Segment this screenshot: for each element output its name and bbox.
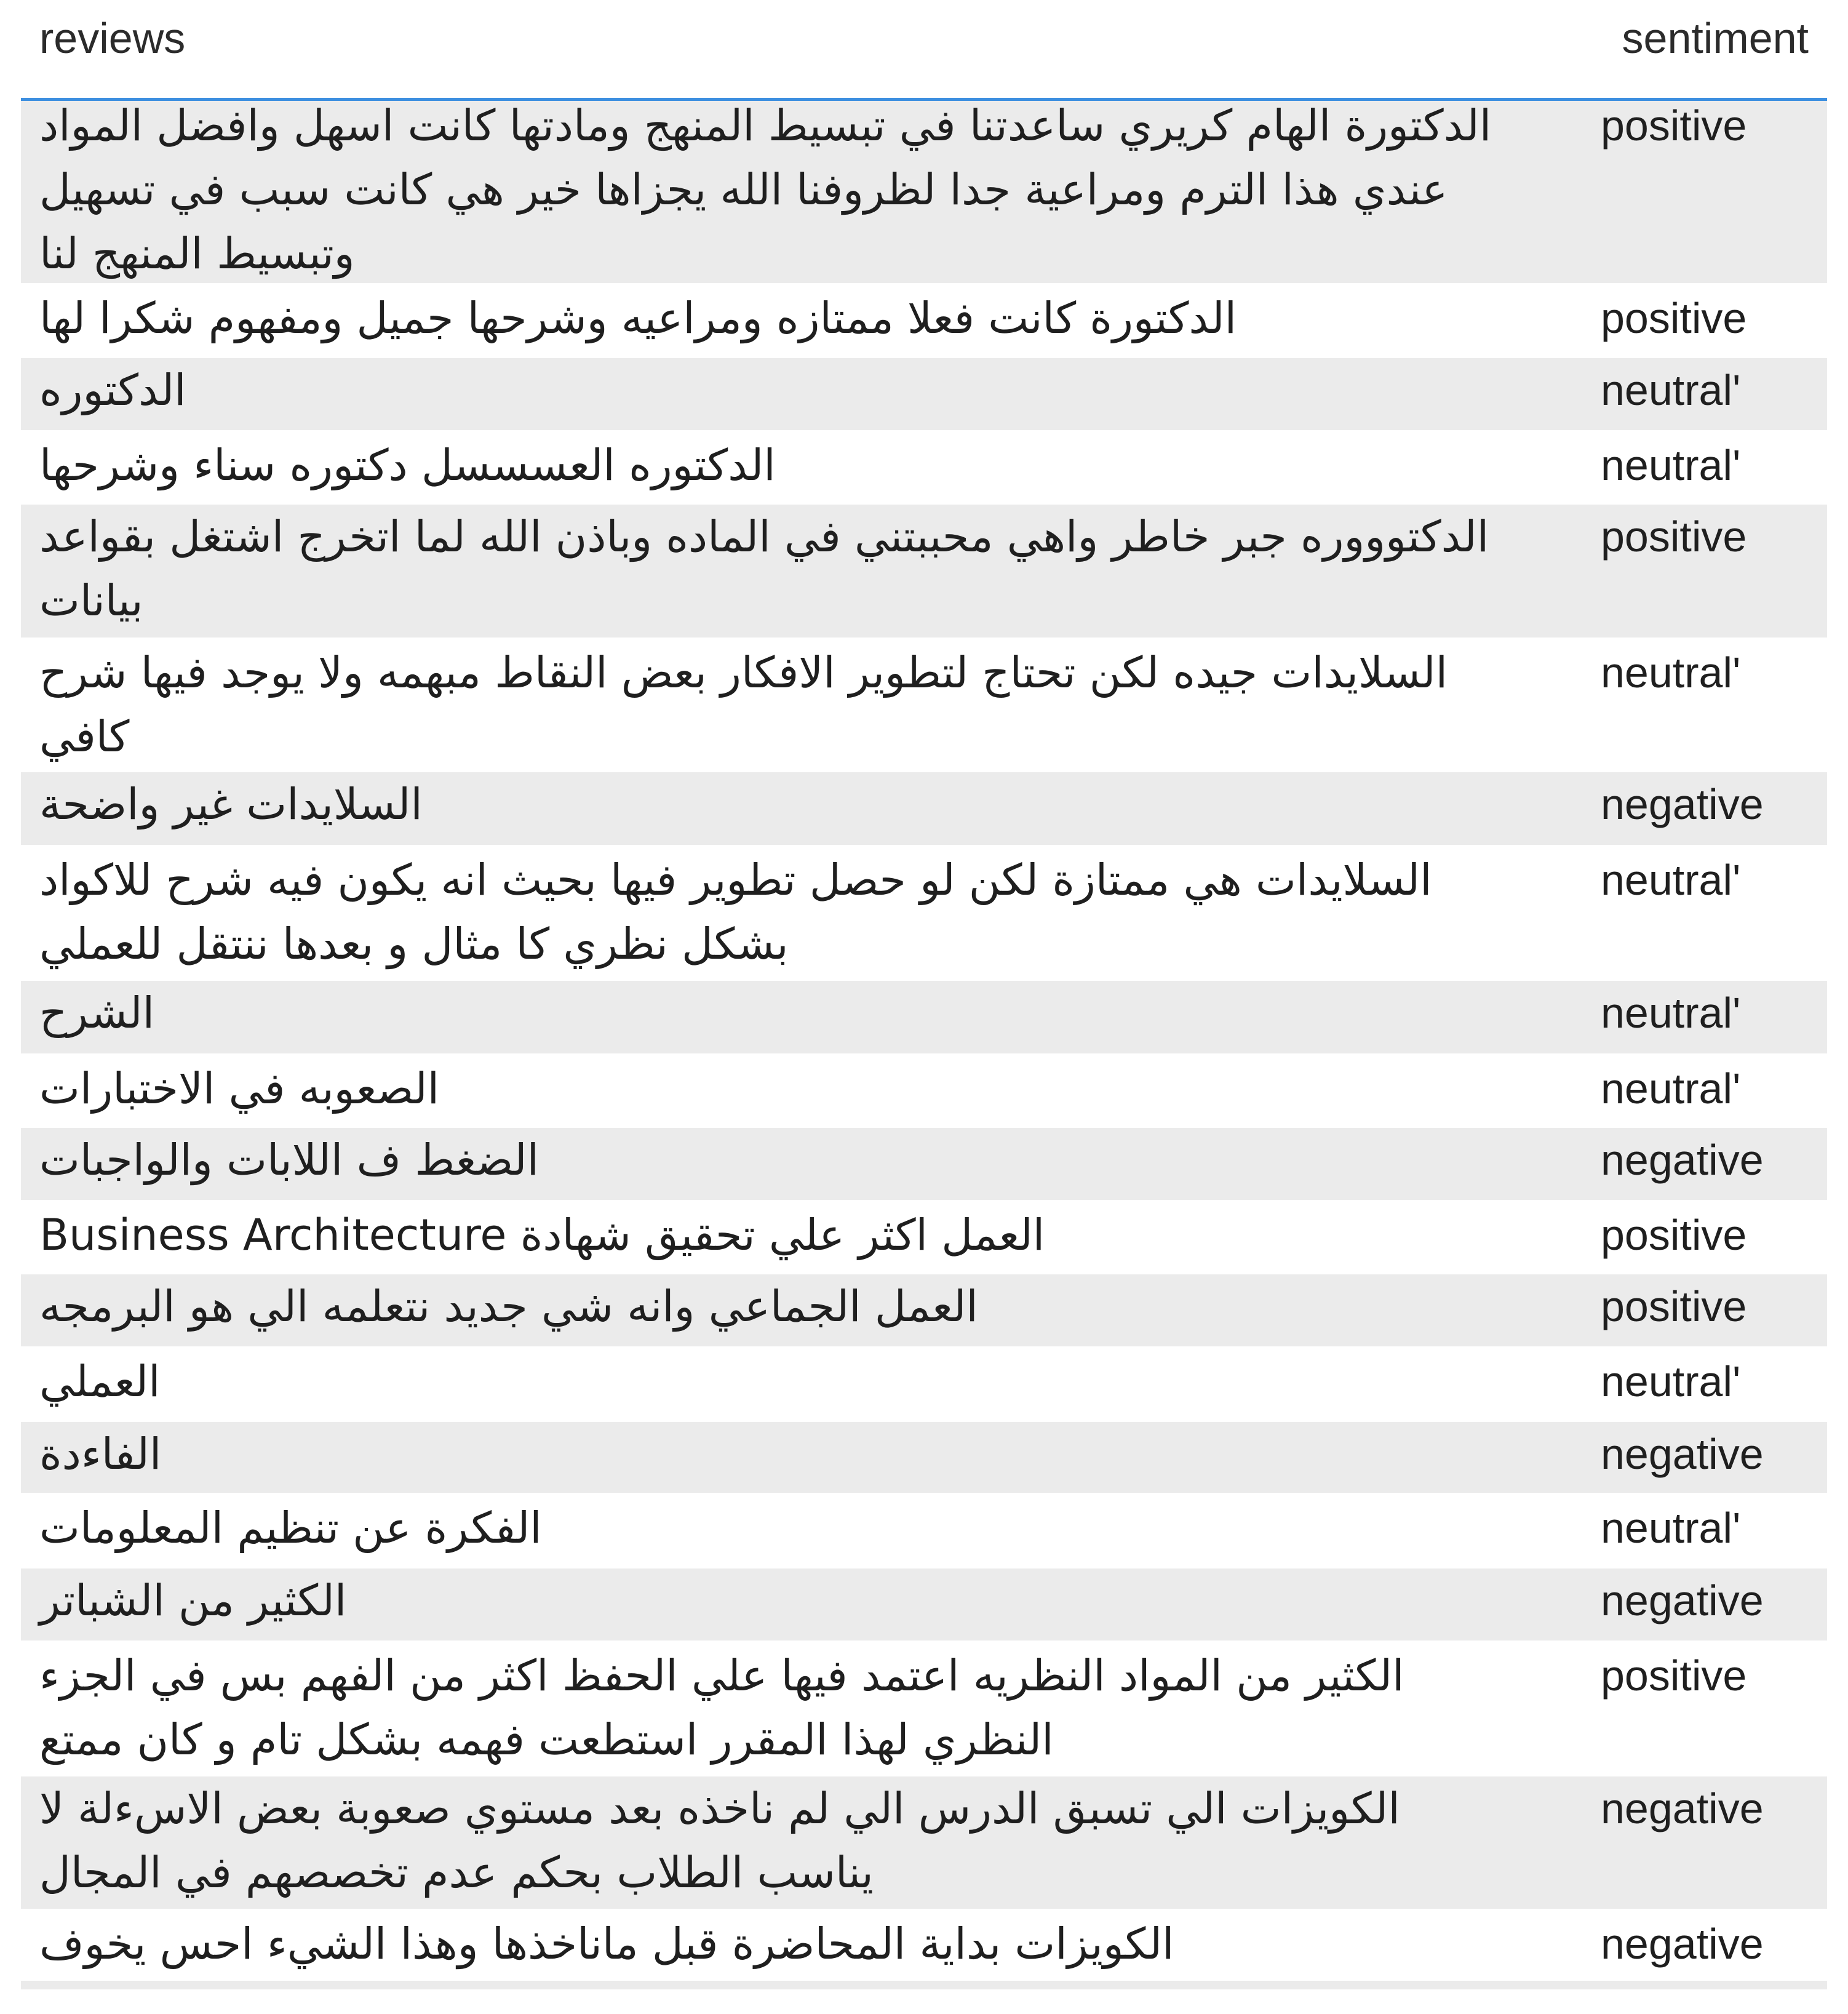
table-body [21, 101, 1827, 1989]
table-row[interactable] [21, 641, 1827, 772]
review-cell: الدكتوره العسسسل دكتوره سناء وشرحها [39, 440, 776, 490]
sentiment-cell: neutral' [1601, 1357, 1741, 1405]
sentiment-cell: negative [1601, 1430, 1764, 1478]
sentiment-cell: positive [1601, 294, 1747, 342]
review-cell: الفكرة عن تنظيم المعلومات [39, 1503, 542, 1553]
table-row[interactable] [21, 1203, 1827, 1274]
sentiment-cell: neutral' [1601, 856, 1741, 904]
table-row[interactable] [21, 1274, 1827, 1349]
review-cell: السلايدات هي ممتازة لكن لو حصل تطوير فيها بحيث انه يكون فيه شرح للاكواد بشكل نظري كا مثال و بعدها ننتقل للعملي [39, 855, 1432, 969]
review-cell: الشرح [39, 988, 155, 1038]
sentiment-cell: neutral' [1601, 1065, 1741, 1113]
sentiment-cell: neutral' [1601, 989, 1741, 1037]
review-cell: الدكتورة الهام كريري ساعدتنا في تبسيط المنهج ومادتها كانت اسهل وافضل المواد عندي هذا الترم ومراعية جدا لظروفنا الله يجزاها خير هي كانت سبب في تسهيل وتبسيط المنهج لنا [39, 101, 1492, 279]
table-row[interactable] [21, 1644, 1827, 1776]
review-cell: الصعوبه في الاختبارات [39, 1063, 440, 1114]
column-header-sentiment[interactable]: sentiment [1622, 14, 1809, 62]
sentiment-cell: negative [1601, 780, 1764, 828]
table-row[interactable] [21, 772, 1827, 848]
column-header-reviews[interactable]: reviews [39, 14, 186, 62]
table-row[interactable] [21, 1422, 1827, 1496]
table-row[interactable] [21, 101, 1827, 286]
table-row[interactable] [21, 358, 1827, 433]
sentiment-cell: negative [1601, 1784, 1764, 1832]
reviews-table [21, 0, 1827, 1989]
sentiment-cell: negative [1601, 1576, 1764, 1624]
review-cell: الكويزات بداية المحاضرة قبل ماناخذها وهذا الشيء احس يخوف [39, 1919, 1174, 1969]
review-cell: الدكتوره [39, 365, 186, 415]
table-row[interactable] [21, 981, 1827, 1057]
table-header [21, 0, 1827, 101]
sentiment-cell: positive [1601, 1211, 1747, 1259]
sentiment-cell: negative [1601, 1920, 1764, 1968]
sentiment-cell: positive [1601, 1282, 1747, 1330]
table-row[interactable] [21, 1912, 1827, 1989]
table-row[interactable] [21, 848, 1827, 981]
sentiment-cell: neutral' [1601, 441, 1741, 489]
table-row[interactable] [21, 505, 1827, 641]
review-cell: السلايدات غير واضحة [39, 779, 423, 829]
review-cell: الكثير من المواد النظريه اعتمد فيها علي الحفظ اكثر من الفهم بس في الجزء النظري لهذا المقرر استطعت فهمه بشكل تام و كان ممتع [39, 1650, 1404, 1765]
review-cell: الكثير من الشباتر [39, 1575, 347, 1626]
review-cell: السلايدات جيده لكن تحتاج لتطوير الافكار بعض النقاط مبهمه ولا يوجد فيها شرح كافي [39, 647, 1448, 762]
table-row[interactable] [21, 1776, 1827, 1912]
sentiment-cell: negative [1601, 1136, 1764, 1184]
table-row[interactable] [21, 1568, 1827, 1644]
review-cell: العملي [39, 1356, 161, 1407]
review-cell: الضغط ف اللابات والواجبات [39, 1135, 540, 1185]
review-cell: الكويزات الي تسبق الدرس الي لم ناخذه بعد مستوي صعوبة بعض الاسءلة لا يناسب الطلاب بحكم عدم تخصصهم في المجال [39, 1783, 1400, 1898]
sentiment-cell: neutral' [1601, 366, 1741, 414]
review-cell: العمل اكثر علي تحقيق شهادة Business Architecture [39, 1210, 1045, 1260]
table-row[interactable] [21, 1128, 1827, 1203]
sentiment-cell: positive [1601, 102, 1747, 150]
sentiment-cell: neutral' [1601, 1504, 1741, 1552]
table-row[interactable] [21, 1057, 1827, 1128]
review-cell: الدكتوووره جبر خاطر واهي محببتني في الماده وباذن الله لما اتخرج اشتغل بقواعد بيانات [39, 511, 1489, 626]
table-row[interactable] [21, 1496, 1827, 1568]
table-row[interactable] [21, 1349, 1827, 1422]
review-cell: الفاءدة [39, 1429, 162, 1479]
table-row[interactable] [21, 433, 1827, 505]
table-row[interactable] [21, 286, 1827, 358]
sentiment-cell: positive [1601, 1652, 1747, 1700]
review-cell: العمل الجماعي وانه شي جديد نتعلمه الي هو البرمجه [39, 1281, 978, 1332]
review-cell: الدكتورة كانت فعلا ممتازه ومراعيه وشرحها جميل ومفهوم شكرا لها [39, 293, 1237, 343]
sentiment-cell: neutral' [1601, 649, 1741, 697]
sentiment-cell: positive [1601, 513, 1747, 561]
